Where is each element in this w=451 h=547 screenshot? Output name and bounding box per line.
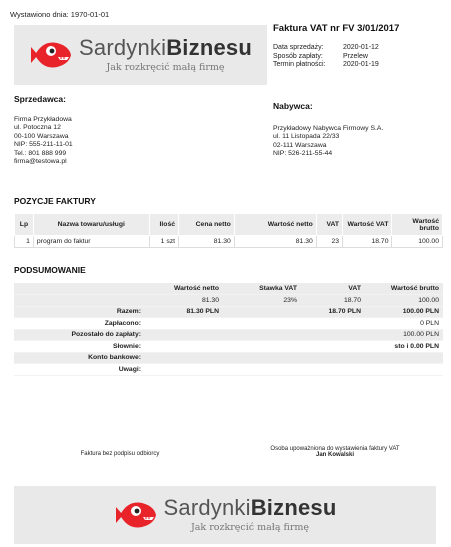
seller-details: Firma Przykładowa ul. Potoczna 12 00-100 Warszawa NIP: 555-211-11-01 Tel.: 801 888 999 firma@testowa.pl — [14, 116, 73, 166]
table-row: 1 program do faktur 1 szt 81.30 81.30 23 18.70 100.00 — [15, 236, 443, 248]
summary-header-row: Wartość netto Stawka VAT VAT Wartość brutto — [14, 283, 443, 295]
brand-name: SardynkiBiznesu — [79, 35, 252, 60]
summary-remaining-row: Pozostało do zapłaty: 100.00 PLN — [14, 329, 443, 341]
brand-name: SardynkiBiznesu — [163, 495, 337, 520]
summary-table — [14, 283, 443, 376]
items-heading: POZYCJE FAKTURY — [14, 196, 96, 206]
items-header-row: Lp Nazwa towaru/usługi Ilość Cena netto Wartość netto VAT Wartość VAT Wartość brutto — [15, 214, 443, 236]
fish-logo-icon — [114, 495, 158, 535]
summary-total-row: Razem: 81.30 PLN 18.70 PLN 100.00 PLN — [14, 306, 443, 318]
summary-bank-row: Konto bankowe: — [14, 352, 443, 364]
buyer-heading: Nabywca: — [273, 101, 313, 111]
summary-paid-row: Zapłacono: 0 PLN — [14, 318, 443, 330]
brand-logo-top — [14, 25, 267, 85]
brand-tagline: Jak rozkręcić małą firmę — [106, 62, 225, 73]
summary-heading: PODSUMOWANIE — [14, 265, 86, 275]
summary-rate-row: 81.30 23% 18.70 100.00 — [14, 295, 443, 307]
invoice-meta: Data sprzedaży: 2020-01-12 Sposób zapłaty: Przelew Termin płatności: 2020-01-19 — [273, 44, 379, 69]
summary-notes-row: Uwagi: — [14, 364, 443, 376]
brand-tagline: Jak rozkręcić małą firmę — [190, 522, 310, 533]
items-table — [14, 213, 443, 248]
fish-logo-icon — [29, 35, 73, 75]
summary-words-row: Słownie: sto i 0.00 PLN — [14, 341, 443, 353]
invoice-title: Faktura VAT nr FV 3/01/2017 — [273, 23, 400, 34]
brand-logo-bottom — [14, 486, 436, 544]
issue-date: Wystawiono dnia: 1970-01-01 — [10, 10, 110, 19]
recipient-signature-note: Faktura bez podpisu odbiorcy — [80, 451, 160, 457]
authorized-signature: Osoba upoważniona do wystawienia faktury VAT Jan Kowalski — [270, 446, 400, 458]
buyer-details: Przykładowy Nabywca Firmowy S.A. ul. 11 Listopada 22/33 02-111 Warszawa NIP: 526-211-55-44 — [273, 125, 384, 158]
seller-heading: Sprzedawca: — [14, 94, 66, 104]
